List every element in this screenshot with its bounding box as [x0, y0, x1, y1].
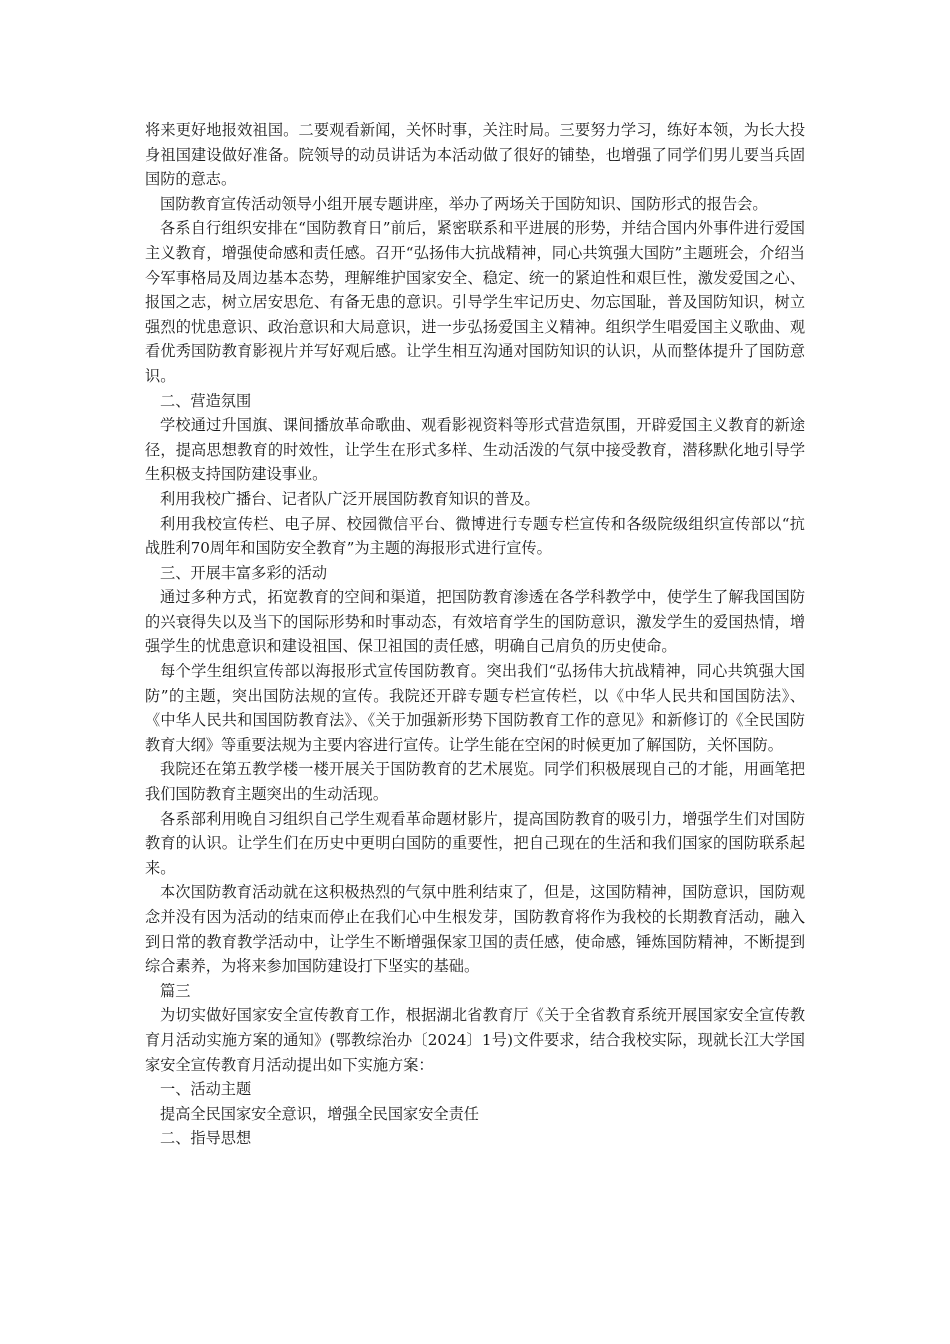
- section-heading: 一、活动主题: [160, 1080, 252, 1099]
- document-body: [145, 118, 805, 1151]
- paragraph: 通过多种方式，拓宽教育的空间和渠道，把国防教育渗透在各学科教学中，使学生了解我国国防的兴衰得失以及当下的国际形势和时事动态，有效培育学生的国防意识，激发学生的爱国热情，增强学生的忧患意识和建设祖国、保卫祖国的责任感，明确自己肩负的历史使命。: [145, 588, 805, 656]
- paragraph: 利用我校宣传栏、电子屏、校园微信平台、微博进行专题专栏宣传和各级院级组织宣传部以“抗战胜利70周年和国防安全教育”为主题的海报形式进行宣传。: [145, 514, 805, 558]
- paragraph: 将来更好地报效祖国。二要观看新闻，关怀时事，关注时局。三要努力学习，练好本领，为长大投身祖国建设做好准备。院领导的动员讲话为本活动做了很好的铺垫，也增强了同学们男儿要当兵固国防的意志。: [145, 121, 805, 189]
- paragraph: 利用我校广播台、记者队广泛开展国防教育知识的普及。: [160, 489, 540, 508]
- section-heading: 篇三: [160, 981, 191, 1000]
- paragraph: 提高全民国家安全意识，增强全民国家安全责任: [160, 1104, 479, 1123]
- paragraph: 我院还在第五教学楼一楼开展关于国防教育的艺术展览。同学们积极展现自己的才能，用画笔把我们国防教育主题突出的生动活现。: [145, 760, 805, 804]
- paragraph: 各系自行组织安排在“国防教育日”前后，紧密联系和平进展的形势，并结合国内外事件进行爱国主义教育，增强使命感和责任感。召开“弘扬伟大抗战精神，同心共筑强大国防”主题班会，介绍当今军事格局及周边基本态势，理解维护国家安全、稳定、统一的紧迫性和艰巨性，激发爱国之心、报国之志，树立居安思危、有备无患的意识。引导学生牢记历史、勿忘国耻，普及国防知识，树立强烈的忧患意识、政治意识和大局意识，进一步弘扬爱国主义精神。组织学生唱爱国主义歌曲、观看优秀国防教育影视片并写好观后感。让学生相互沟通对国防知识的认识，从而整体提升了国防意识。: [145, 219, 805, 385]
- paragraph: 为切实做好国家安全宣传教育工作，根据湖北省教育厅《关于全省教育系统开展国家安全宣传教育月活动实施方案的通知》(鄂教综治办〔2024〕1号)文件要求，结合我校实际，现就长江大学国家安全宣传教育月活动提出如下实施方案：: [145, 1006, 805, 1074]
- paragraph: 本次国防教育活动就在这积极热烈的气氛中胜利结束了，但是，这国防精神，国防意识，国防观念并没有因为活动的结束而停止在我们心中生根发芽，国防教育将作为我校的长期教育活动，融入到日常的教育教学活动中，让学生不断增强保家卫国的责任感，使命感，锤炼国防精神，不断提到综合素养，为将来参加国防建设打下坚实的基础。: [145, 883, 805, 976]
- section-heading: 二、营造氛围: [160, 391, 252, 410]
- paragraph: 学校通过升国旗、课间播放革命歌曲、观看影视资料等形式营造氛围，开辟爱国主义教育的新途径，提高思想教育的时效性，让学生在形式多样、生动活泼的气氛中接受教育，潜移默化地引导学生积极支持国防建设事业。: [145, 416, 805, 484]
- section-heading: 二、指导思想: [160, 1129, 252, 1148]
- section-heading: 三、开展丰富多彩的活动: [160, 563, 328, 582]
- paragraph: 各系部利用晚自习组织自己学生观看革命题材影片，提高国防教育的吸引力，增强学生们对国防教育的认识。让学生们在历史中更明白国防的重要性，把自己现在的生活和我们国家的国防联系起来。: [145, 809, 805, 877]
- paragraph: 国防教育宣传活动领导小组开展专题讲座，举办了两场关于国防知识、国防形式的报告会。: [160, 194, 768, 213]
- paragraph: 每个学生组织宣传部以海报形式宣传国防教育。突出我们“弘扬伟大抗战精神，同心共筑强大国防”的主题，突出国防法规的宣传。我院还开辟专题专栏宣传栏，以《中华人民共和国国防法》、《中华人民共和国国防教育法》、《关于加强新形势下国防教育工作的意见》和新修订的《全民国防教育大纲》等重要法规为主要内容进行宣传。让学生能在空闲的时候更加了解国防，关怀国防。: [145, 662, 805, 754]
